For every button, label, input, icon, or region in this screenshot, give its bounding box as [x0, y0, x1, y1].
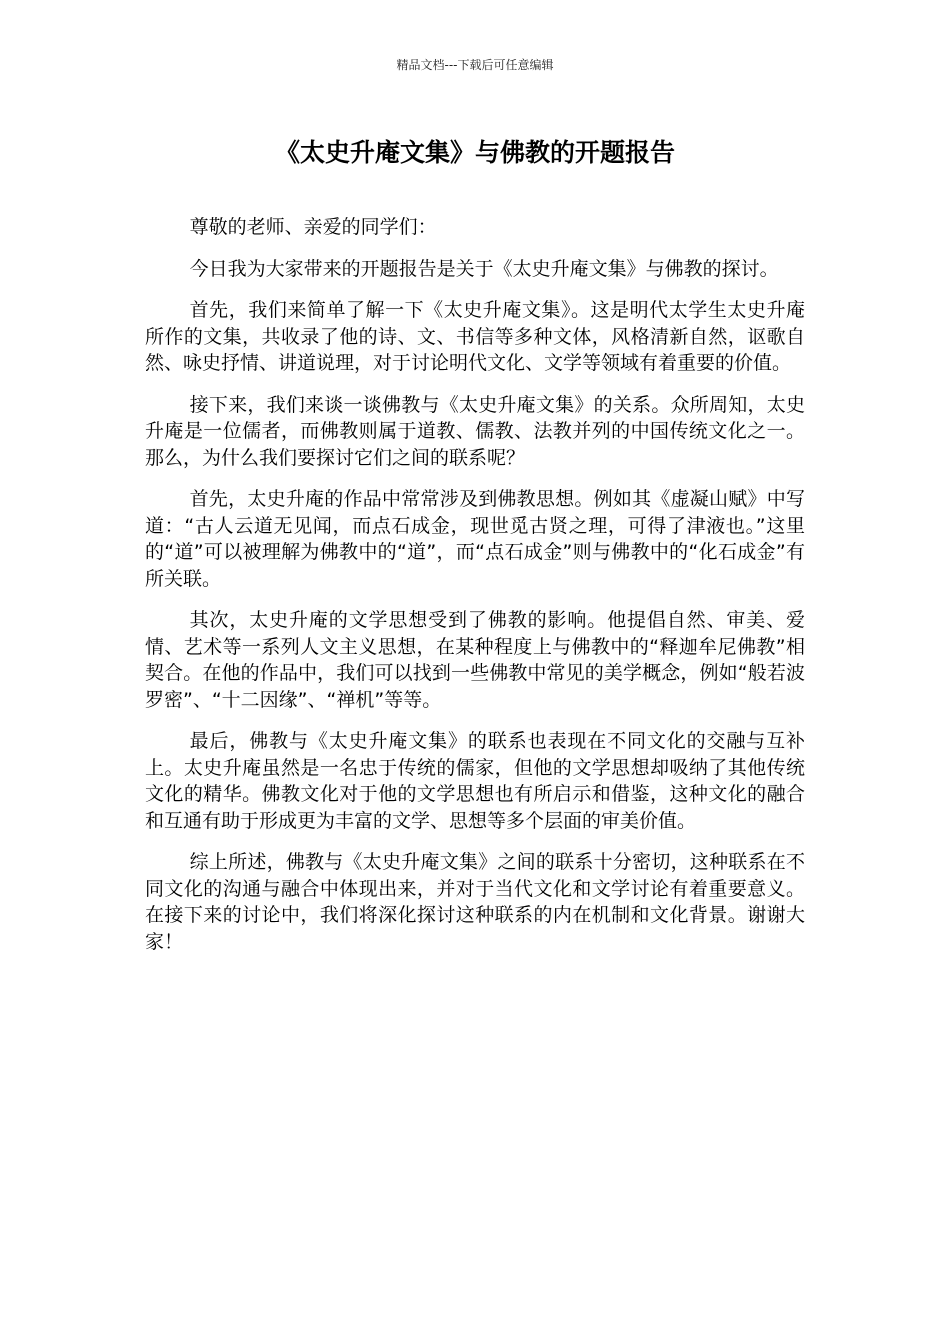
- paragraph-overview: 首先，我们来简单了解一下《太史升庵文集》。这是明代太学生太史升庵所作的文集，共收录了他的诗、文、书信等多种文体，风格清新自然，讴歌自然、咏史抒情、讲道说理，对于讨论明代文化、文学等领域有着重要的价值。: [145, 299, 805, 374]
- paragraph-first-point: 首先，太史升庵的作品中常常涉及到佛教思想。例如其《虚凝山赋》中写道：“古人云道无见闻，而点石成金，现世觅古贤之理，可得了津液也。”这里的“道”可以被理解为佛教中的“道”，而“点石成金”则与佛教中的“化石成金”有所关联。: [145, 488, 805, 590]
- paragraph-third-point: 最后，佛教与《太史升庵文集》的联系也表现在不同文化的交融与互补上。太史升庵虽然是一名忠于传统的儒家，但他的文学思想却吸纳了其他传统文化的精华。佛教文化对于他的文学思想也有所启示和借鉴，这种文化的融合和互通有助于形成更为丰富的文学、思想等多个层面的审美价值。: [145, 730, 805, 832]
- paragraph-second-point: 其次，太史升庵的文学思想受到了佛教的影响。他提倡自然、审美、爱情、艺术等一系列人文主义思想，在某种程度上与佛教中的“释迦牟尼佛教”相契合。在他的作品中，我们可以找到一些佛教中常见的美学概念，例如“般若波罗密”、“十二因缘”、“禅机”等等。: [145, 609, 805, 711]
- document-title: 《太史升庵文集》与佛教的开题报告: [274, 138, 675, 167]
- document-body: [145, 214, 805, 970]
- paragraph-conclusion: 综上所述，佛教与《太史升庵文集》之间的联系十分密切，这种联系在不同文化的沟通与融合中体现出来，并对于当代文化和文学讨论有着重要意义。在接下来的讨论中，我们将深化探讨这种联系的内在机制和文化背景。谢谢大家！: [145, 851, 805, 953]
- paragraph-greeting: 尊敬的老师、亲爱的同学们：: [189, 216, 437, 238]
- page-header: 精品文档---下载后可任意编辑: [396, 58, 554, 72]
- paragraph-intro: 今日我为大家带来的开题报告是关于《太史升庵文集》与佛教的探讨。: [189, 257, 779, 280]
- paragraph-relationship: 接下来，我们来谈一谈佛教与《太史升庵文集》的关系。众所周知，太史升庵是一位儒者，而佛教则属于道教、儒教、法教并列的中国传统文化之一。那么，为什么我们要探讨它们之间的联系呢？: [145, 393, 805, 469]
